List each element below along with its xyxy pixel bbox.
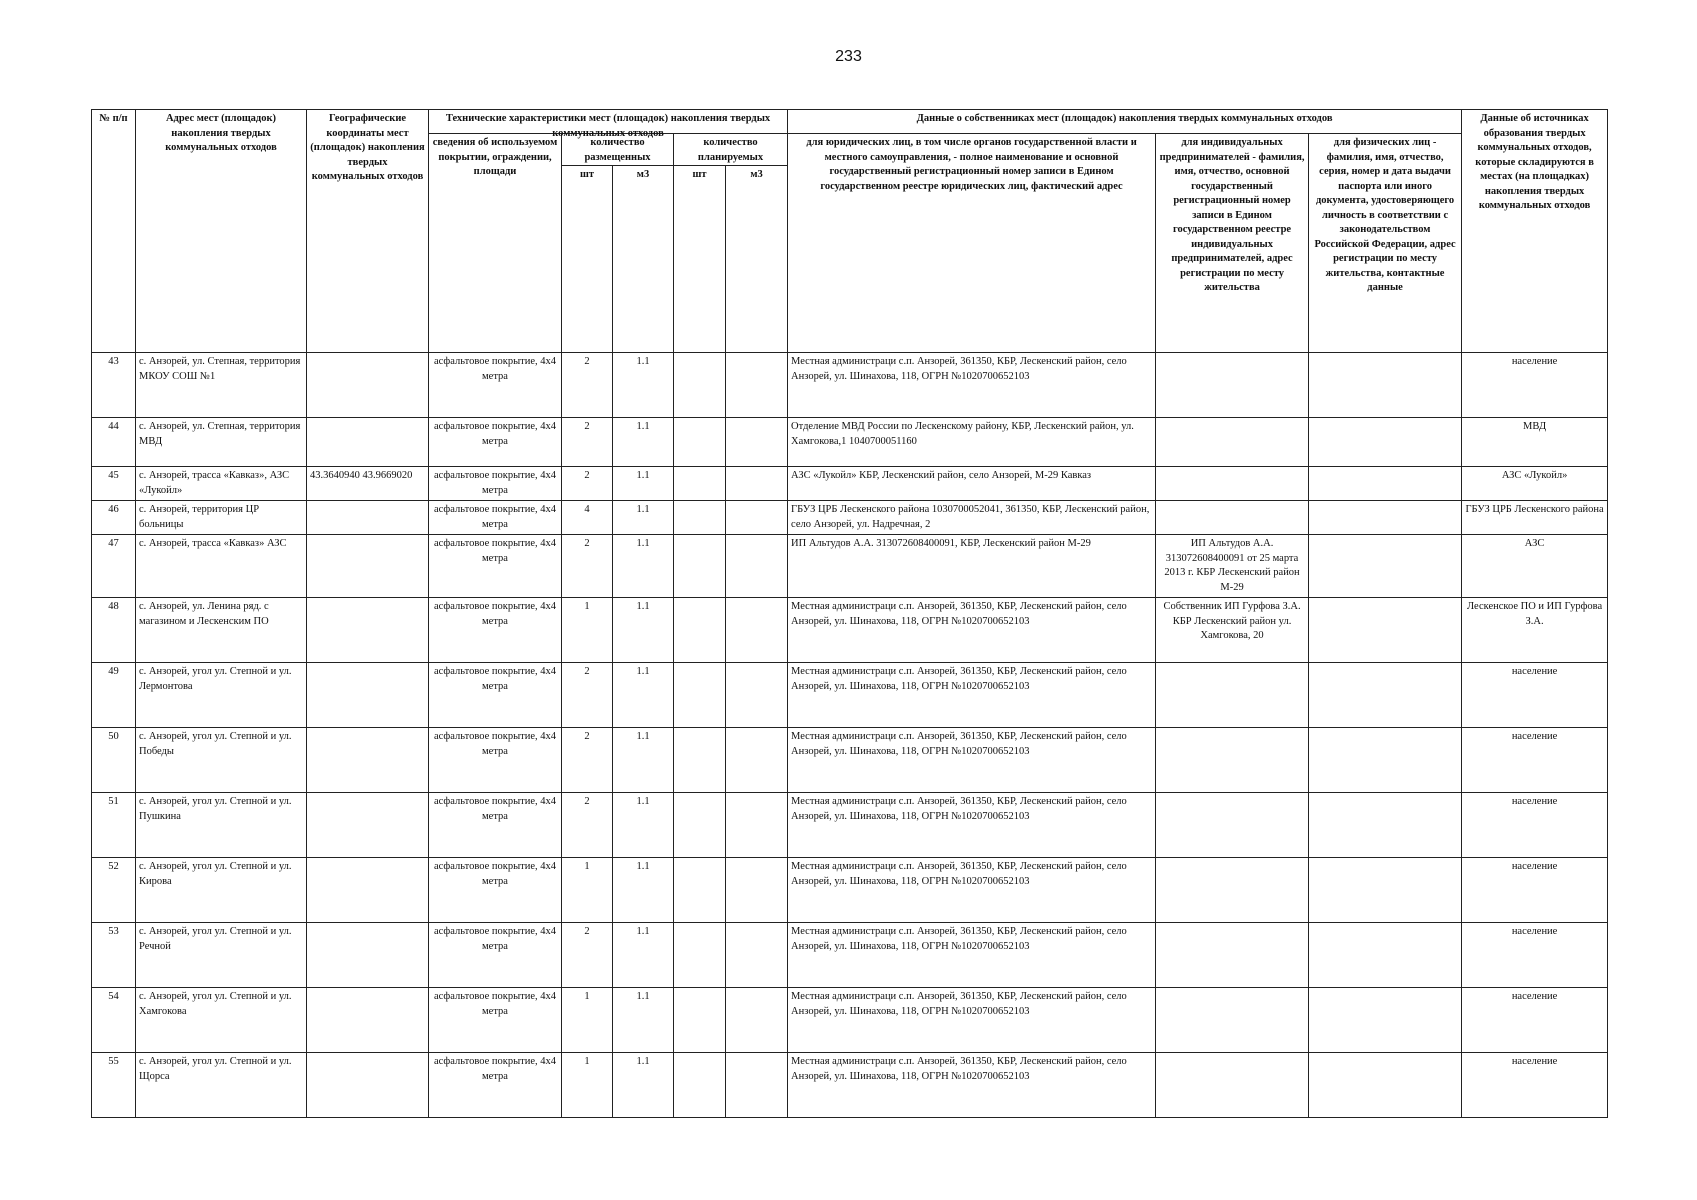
cell-plan-m3	[726, 598, 788, 663]
cell-coords	[307, 598, 429, 663]
cell-phys	[1309, 793, 1462, 858]
cell-m3: 1.1	[613, 467, 674, 501]
cell-plan-sht	[674, 793, 726, 858]
header-ip: для индивидуальных предпринимателей - фамилия, имя, отчество, основной государственный регистрационный номер записи в Едином государственном реестре индивидуальных предпринимателей, адрес регистрации по месту жительства	[1156, 134, 1309, 353]
cell-m3: 1.1	[613, 501, 674, 535]
cell-address: с. Анзорей, ул. Степная, территория МКОУ СОШ №1	[136, 353, 307, 418]
cell-coords	[307, 988, 429, 1053]
cell-plan-sht	[674, 598, 726, 663]
table-row	[92, 467, 1608, 501]
cell-m3: 1.1	[613, 353, 674, 418]
cell-surface: асфальтовое покрытие, 4х4 метра	[429, 923, 562, 988]
cell-plan-sht	[674, 663, 726, 728]
cell-source: АЗС	[1462, 535, 1608, 598]
cell-plan-m3	[726, 988, 788, 1053]
cell-sht: 1	[562, 1053, 613, 1118]
cell-ip	[1156, 923, 1309, 988]
header-legal: для юридических лиц, в том числе органов государственной власти и местного самоуправления, - полное наименование и основной государственный регистрационный номер записи в Едином государственном реестре юридических лиц, фактический адрес	[788, 134, 1156, 353]
cell-phys	[1309, 923, 1462, 988]
cell-sht: 1	[562, 988, 613, 1053]
cell-legal: АЗС «Лукойл» КБР, Лескенский район, село Анзорей, М-29 Кавказ	[788, 467, 1156, 501]
cell-coords	[307, 663, 429, 728]
cell-surface: асфальтовое покрытие, 4х4 метра	[429, 535, 562, 598]
cell-address: с. Анзорей, угол ул. Степной и ул. Речной	[136, 923, 307, 988]
cell-coords	[307, 418, 429, 467]
cell-legal: Местная администраци с.п. Анзорей, 361350, КБР, Лескенский район, село Анзорей, ул. Шинахова, 118, ОГРН №1020700652103	[788, 598, 1156, 663]
cell-m3: 1.1	[613, 535, 674, 598]
cell-legal: Местная администраци с.п. Анзорей, 361350, КБР, Лескенский район, село Анзорей, ул. Шинахова, 118, ОГРН №1020700652103	[788, 663, 1156, 728]
cell-surface: асфальтовое покрытие, 4х4 метра	[429, 467, 562, 501]
cell-sht: 2	[562, 923, 613, 988]
header-sources: Данные об источниках образования твердых коммунальных отходов, которые складируются в местах (на площадках) накопления твердых коммунальных отходов	[1462, 110, 1608, 353]
cell-m3: 1.1	[613, 728, 674, 793]
cell-coords	[307, 535, 429, 598]
cell-ip	[1156, 418, 1309, 467]
cell-num: 55	[92, 1053, 136, 1118]
cell-surface: асфальтовое покрытие, 4х4 метра	[429, 988, 562, 1053]
cell-plan-m3	[726, 353, 788, 418]
cell-source: население	[1462, 988, 1608, 1053]
cell-source: МВД	[1462, 418, 1608, 467]
cell-coords	[307, 501, 429, 535]
cell-source: население	[1462, 728, 1608, 793]
table-row	[92, 988, 1608, 1053]
cell-m3: 1.1	[613, 1053, 674, 1118]
cell-m3: 1.1	[613, 988, 674, 1053]
cell-phys	[1309, 535, 1462, 598]
cell-plan-sht	[674, 988, 726, 1053]
cell-sht: 4	[562, 501, 613, 535]
cell-legal: Местная администраци с.п. Анзорей, 361350, КБР, Лескенский район, село Анзорей, ул. Шинахова, 118, ОГРН №1020700652103	[788, 353, 1156, 418]
cell-phys	[1309, 418, 1462, 467]
cell-plan-sht	[674, 535, 726, 598]
cell-phys	[1309, 353, 1462, 418]
cell-plan-sht	[674, 501, 726, 535]
cell-source: население	[1462, 353, 1608, 418]
cell-address: с. Анзорей, угол ул. Степной и ул. Кирова	[136, 858, 307, 923]
cell-source: АЗС «Лукойл»	[1462, 467, 1608, 501]
header-tech-text: Технические характеристики мест (площадок) накопления твердых коммунальных отходов	[445, 113, 771, 139]
cell-plan-m3	[726, 467, 788, 501]
cell-plan-m3	[726, 923, 788, 988]
cell-coords	[307, 1053, 429, 1118]
cell-sht: 2	[562, 353, 613, 418]
cell-m3: 1.1	[613, 858, 674, 923]
header-plan-sht: шт	[674, 166, 726, 353]
header-surface: сведения об используемом покрытии, ограждении, площади	[429, 134, 562, 353]
cell-m3: 1.1	[613, 793, 674, 858]
cell-address: с. Анзорей, ул. Ленина ряд. с магазином и Лескенским ПО	[136, 598, 307, 663]
cell-plan-sht	[674, 418, 726, 467]
cell-plan-m3	[726, 663, 788, 728]
cell-ip	[1156, 467, 1309, 501]
cell-m3: 1.1	[613, 598, 674, 663]
cell-num: 54	[92, 988, 136, 1053]
cell-plan-m3	[726, 728, 788, 793]
cell-legal: Местная администраци с.п. Анзорей, 361350, КБР, Лескенский район, село Анзорей, ул. Шинахова, 118, ОГРН №1020700652103	[788, 923, 1156, 988]
registry-table	[91, 109, 1608, 1118]
cell-address: с. Анзорей, угол ул. Степной и ул. Щорса	[136, 1053, 307, 1118]
header-phys: для физических лиц - фамилия, имя, отчество, серия, номер и дата выдачи паспорта или иного документа, удостоверяющего личность в соответствии с законодательством Российской Федерации, адрес регистрации по месту жительства, контактные данные	[1309, 134, 1462, 353]
cell-plan-m3	[726, 1053, 788, 1118]
cell-phys	[1309, 1053, 1462, 1118]
cell-num: 46	[92, 501, 136, 535]
cell-legal: ГБУЗ ЦРБ Лескенского района 1030700052041, 361350, КБР, Лескенский район, село Анзорей, ул. Надречная, 2	[788, 501, 1156, 535]
cell-phys	[1309, 728, 1462, 793]
cell-source: население	[1462, 793, 1608, 858]
cell-legal: Местная администраци с.п. Анзорей, 361350, КБР, Лескенский район, село Анзорей, ул. Шинахова, 118, ОГРН №1020700652103	[788, 988, 1156, 1053]
cell-source: ГБУЗ ЦРБ Лескенского района	[1462, 501, 1608, 535]
cell-plan-m3	[726, 858, 788, 923]
cell-address: с. Анзорей, территория ЦР больницы	[136, 501, 307, 535]
header-plan-m3: м3	[726, 166, 788, 353]
cell-num: 43	[92, 353, 136, 418]
cell-plan-sht	[674, 1053, 726, 1118]
cell-legal: Местная администраци с.п. Анзорей, 361350, КБР, Лескенский район, село Анзорей, ул. Шинахова, 118, ОГРН №1020700652103	[788, 858, 1156, 923]
table-row	[92, 793, 1608, 858]
cell-plan-sht	[674, 923, 726, 988]
cell-plan-m3	[726, 793, 788, 858]
cell-legal: Местная администраци с.п. Анзорей, 361350, КБР, Лескенский район, село Анзорей, ул. Шинахова, 118, ОГРН №1020700652103	[788, 793, 1156, 858]
cell-source: население	[1462, 663, 1608, 728]
cell-phys	[1309, 988, 1462, 1053]
cell-phys	[1309, 467, 1462, 501]
cell-address: с. Анзорей, угол ул. Степной и ул. Хамгокова	[136, 988, 307, 1053]
cell-sht: 2	[562, 418, 613, 467]
cell-plan-sht	[674, 353, 726, 418]
cell-coords	[307, 793, 429, 858]
table-row	[92, 353, 1608, 418]
cell-num: 45	[92, 467, 136, 501]
cell-sht: 2	[562, 467, 613, 501]
page-number: 233	[835, 48, 862, 65]
cell-num: 51	[92, 793, 136, 858]
cell-address: с. Анзорей, ул. Степная, территория МВД	[136, 418, 307, 467]
cell-phys	[1309, 501, 1462, 535]
header-address: Адрес мест (площадок) накопления твердых коммунальных отходов	[136, 110, 307, 353]
header-coords: Географические координаты мест (площадок) накопления твердых коммунальных отходов	[307, 110, 429, 353]
cell-coords	[307, 353, 429, 418]
cell-legal: Местная администраци с.п. Анзорей, 361350, КБР, Лескенский район, село Анзорей, ул. Шинахова, 118, ОГРН №1020700652103	[788, 728, 1156, 793]
header-qty-planned-text: количество планируемых	[697, 137, 764, 163]
cell-plan-sht	[674, 467, 726, 501]
cell-ip	[1156, 1053, 1309, 1118]
cell-num: 47	[92, 535, 136, 598]
cell-surface: асфальтовое покрытие, 4х4 метра	[429, 793, 562, 858]
table-row	[92, 598, 1608, 663]
cell-legal: Отделение МВД России по Лескенскому району, КБР, Лескенский район, ул. Хамгокова,1 1040700051160	[788, 418, 1156, 467]
cell-coords: 43.3640940 43.9669020	[307, 467, 429, 501]
cell-source: население	[1462, 1053, 1608, 1118]
cell-plan-sht	[674, 728, 726, 793]
cell-num: 52	[92, 858, 136, 923]
cell-source: население	[1462, 923, 1608, 988]
cell-num: 50	[92, 728, 136, 793]
cell-sht: 1	[562, 858, 613, 923]
cell-plan-m3	[726, 535, 788, 598]
cell-surface: асфальтовое покрытие, 4х4 метра	[429, 1053, 562, 1118]
cell-surface: асфальтовое покрытие, 4х4 метра	[429, 858, 562, 923]
cell-surface: асфальтовое покрытие, 4х4 метра	[429, 598, 562, 663]
table-row	[92, 535, 1608, 598]
cell-m3: 1.1	[613, 923, 674, 988]
cell-num: 49	[92, 663, 136, 728]
table-row	[92, 858, 1608, 923]
cell-m3: 1.1	[613, 418, 674, 467]
cell-sht: 2	[562, 535, 613, 598]
cell-source: Лескенское ПО и ИП Гурфова З.А.	[1462, 598, 1608, 663]
cell-m3: 1.1	[613, 663, 674, 728]
header-tech	[429, 110, 788, 139]
cell-address: с. Анзорей, трасса «Кавказ», АЗС «Лукойл»	[136, 467, 307, 501]
header-qty-planned	[674, 134, 788, 166]
cell-surface: асфальтовое покрытие, 4х4 метра	[429, 663, 562, 728]
cell-surface: асфальтовое покрытие, 4х4 метра	[429, 728, 562, 793]
cell-legal: Местная администраци с.п. Анзорей, 361350, КБР, Лескенский район, село Анзорей, ул. Шинахова, 118, ОГРН №1020700652103	[788, 1053, 1156, 1118]
cell-ip	[1156, 663, 1309, 728]
cell-ip	[1156, 501, 1309, 535]
cell-plan-m3	[726, 418, 788, 467]
cell-ip: ИП Альтудов А.А. 313072608400091 от 25 марта 2013 г. КБР Лескенский район М-29	[1156, 535, 1309, 598]
header-num: № п/п	[92, 110, 136, 353]
cell-num: 48	[92, 598, 136, 663]
cell-source: население	[1462, 858, 1608, 923]
table-row	[92, 663, 1608, 728]
cell-surface: асфальтовое покрытие, 4х4 метра	[429, 353, 562, 418]
header-qty-placed-text: количество размещенных	[584, 137, 651, 163]
table-row	[92, 501, 1608, 535]
cell-ip	[1156, 988, 1309, 1053]
cell-phys	[1309, 858, 1462, 923]
cell-address: с. Анзорей, угол ул. Степной и ул. Победы	[136, 728, 307, 793]
cell-legal: ИП Альтудов А.А. 313072608400091, КБР, Лескенский район М-29	[788, 535, 1156, 598]
cell-surface: асфальтовое покрытие, 4х4 метра	[429, 418, 562, 467]
table-row	[92, 728, 1608, 793]
cell-sht: 1	[562, 598, 613, 663]
cell-address: с. Анзорей, угол ул. Степной и ул. Пушкина	[136, 793, 307, 858]
cell-sht: 2	[562, 663, 613, 728]
cell-ip	[1156, 353, 1309, 418]
table-row	[92, 923, 1608, 988]
header-m3: м3	[613, 166, 674, 353]
header-sht: шт	[562, 166, 613, 353]
cell-coords	[307, 858, 429, 923]
cell-ip	[1156, 858, 1309, 923]
cell-plan-m3	[726, 501, 788, 535]
cell-plan-sht	[674, 858, 726, 923]
header-owners: Данные о собственниках мест (площадок) накопления твердых коммунальных отходов	[788, 110, 1462, 134]
cell-coords	[307, 923, 429, 988]
cell-num: 53	[92, 923, 136, 988]
cell-sht: 2	[562, 793, 613, 858]
cell-ip	[1156, 793, 1309, 858]
table-row	[92, 1053, 1608, 1118]
table-row	[92, 418, 1608, 467]
cell-phys	[1309, 663, 1462, 728]
cell-phys	[1309, 598, 1462, 663]
cell-ip: Собственник ИП Гурфова З.А. КБР Лескенский район ул. Хамгокова, 20	[1156, 598, 1309, 663]
cell-coords	[307, 728, 429, 793]
cell-ip	[1156, 728, 1309, 793]
cell-sht: 2	[562, 728, 613, 793]
cell-address: с. Анзорей, трасса «Кавказ» АЗС	[136, 535, 307, 598]
cell-address: с. Анзорей, угол ул. Степной и ул. Лермонтова	[136, 663, 307, 728]
cell-num: 44	[92, 418, 136, 467]
cell-surface: асфальтовое покрытие, 4х4 метра	[429, 501, 562, 535]
